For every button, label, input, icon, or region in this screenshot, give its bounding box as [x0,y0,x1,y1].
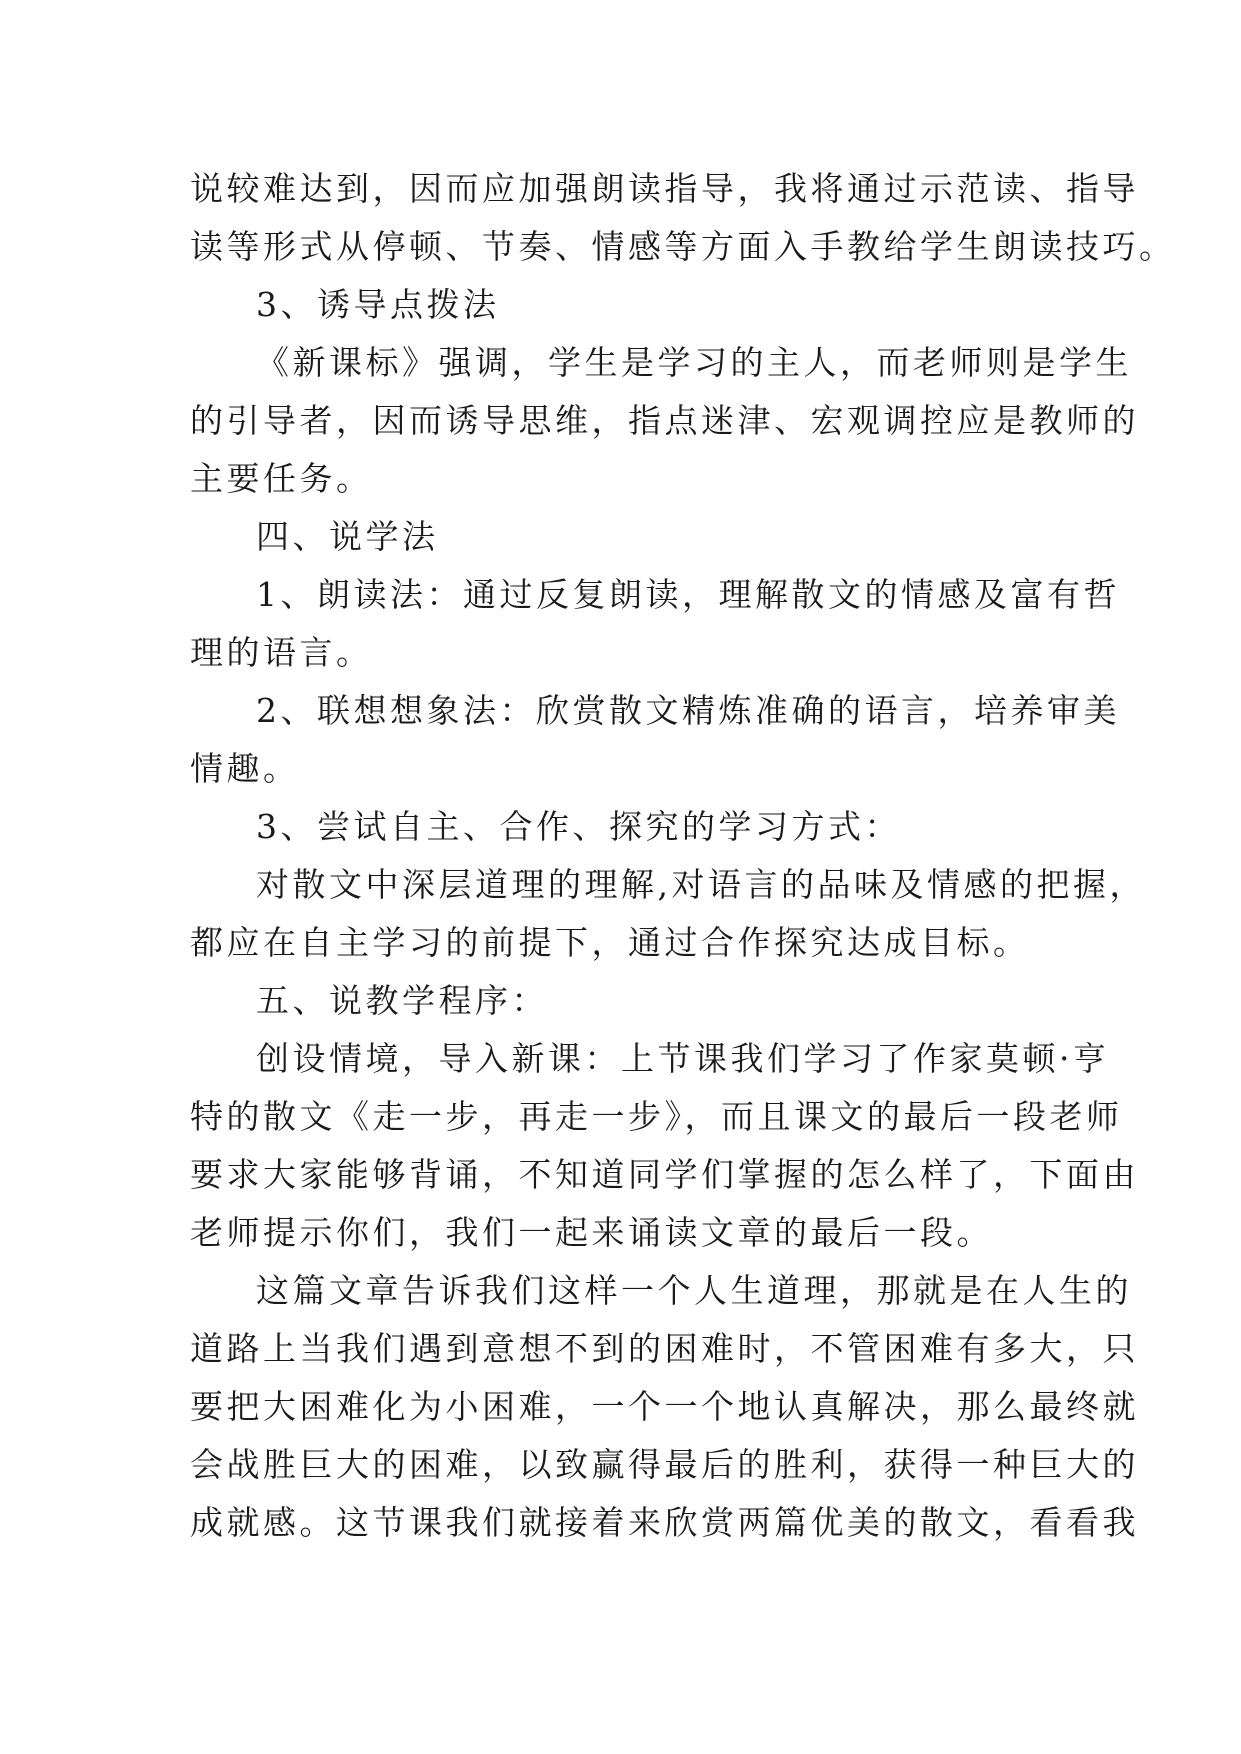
text-line: 2、联想想象法：欣赏散文精炼准确的语言，培养审美 [256,691,1120,730]
text-line: 的引导者，因而诱导思维，指点迷津、宏观调控应是教师的 [190,401,1139,440]
text-line: 要求大家能够背诵，不知道同学们掌握的怎么样了，下面由 [190,1155,1139,1194]
text-line: 《新课标》强调，学生是学习的主人，而老师则是学生 [256,343,1132,382]
section-heading: 四、说学法 [256,517,439,556]
text-line: 老师提示你们，我们一起来诵读文章的最后一段。 [190,1213,993,1252]
text-line: 3、尝试自主、合作、探究的学习方式： [256,807,901,846]
section-heading: 3、诱导点拨法 [256,285,500,324]
text-line: 主要任务。 [190,459,373,498]
text-line: 都应在自主学习的前提下，通过合作探究达成目标。 [190,923,1030,962]
text-line: 这篇文章告诉我们这样一个人生道理，那就是在人生的 [256,1271,1132,1310]
text-line: 说较难达到，因而应加强朗读指导，我将通过示范读、指导 [190,169,1139,208]
text-line: 道路上当我们遇到意想不到的困难时，不管困难有多大，只 [190,1329,1139,1368]
text-line: 读等形式从停顿、节奏、情感等方面入手教给学生朗读技巧。 [190,227,1176,266]
text-line: 成就感。这节课我们就接着来欣赏两篇优美的散文，看看我 [190,1503,1139,1542]
section-heading: 五、说教学程序： [256,981,548,1020]
text-line: 特的散文《走一步，再走一步》，而且课文的最后一段老师 [190,1097,1123,1136]
text-line: 要把大困难化为小困难，一个一个地认真解决，那么最终就 [190,1387,1139,1426]
text-line: 1、朗读法：通过反复朗读，理解散文的情感及富有哲 [256,575,1120,614]
text-line: 创设情境，导入新课：上节课我们学习了作家莫顿·亨 [256,1039,1110,1078]
text-line: 情趣。 [190,749,300,788]
text-line: 理的语言。 [190,633,373,672]
text-line: 会战胜巨大的困难，以致赢得最后的胜利，获得一种巨大的 [190,1445,1139,1484]
text-line: 对散文中深层道理的理解,对语言的品味及情感的把握， [256,865,1146,904]
